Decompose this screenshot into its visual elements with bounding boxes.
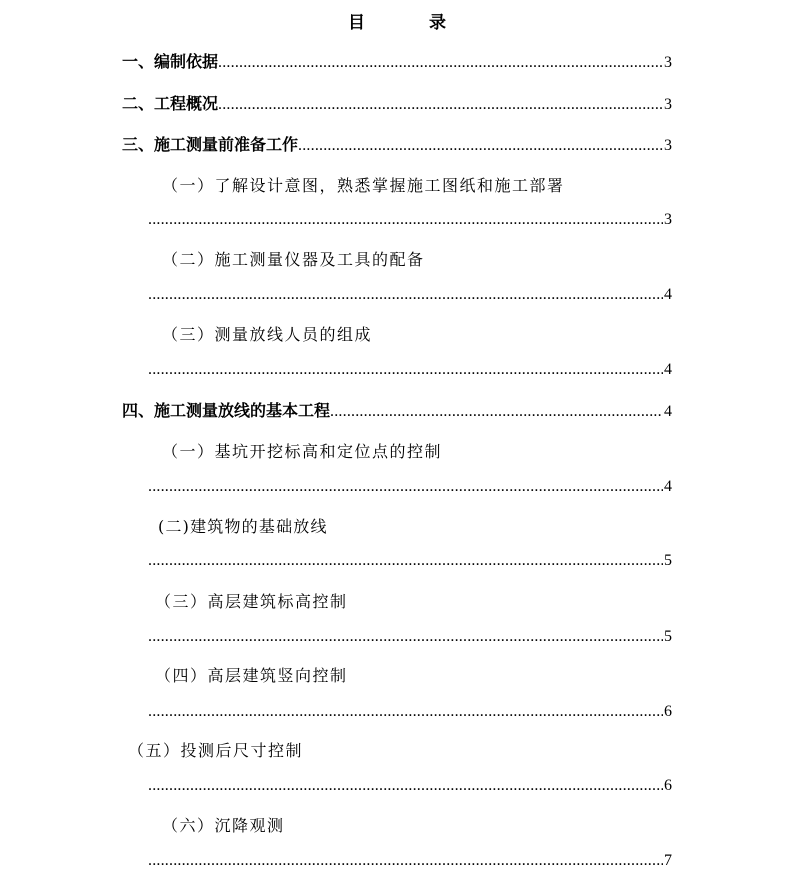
toc-entry-4[interactable] bbox=[122, 401, 672, 421]
toc-entry-3-3-label[interactable]: （三）测量放线人员的组成 bbox=[162, 325, 373, 344]
toc-entry-4-4-label[interactable]: （四）高层建筑竖向控制 bbox=[155, 666, 348, 685]
toc-entry-label: 四、施工测量放线的基本工程 bbox=[122, 401, 331, 420]
toc-entry-4-3-leader-line[interactable] bbox=[148, 627, 672, 647]
toc-entry-3[interactable] bbox=[122, 135, 672, 155]
toc-entry-4-1-leader-line[interactable] bbox=[148, 477, 672, 497]
dot-leader bbox=[148, 776, 663, 796]
toc-entry-label: 一、编制依据 bbox=[122, 52, 219, 71]
toc-entry-1[interactable] bbox=[122, 52, 672, 72]
toc-page-number: 7 bbox=[664, 852, 672, 869]
toc-page-number: 3 bbox=[664, 96, 672, 113]
dot-leader bbox=[148, 551, 663, 571]
dot-leader bbox=[148, 285, 663, 305]
dot-leader bbox=[298, 136, 663, 156]
toc-page-number: 5 bbox=[664, 628, 672, 645]
toc-entry-4-3-label[interactable]: （三）高层建筑标高控制 bbox=[155, 592, 348, 611]
dot-leader bbox=[148, 627, 663, 647]
toc-page-number: 4 bbox=[664, 361, 672, 378]
toc-page-number: 3 bbox=[664, 211, 672, 228]
toc-page-number: 3 bbox=[664, 137, 672, 154]
toc-entry-3-1-leader-line[interactable] bbox=[148, 210, 672, 230]
dot-leader bbox=[330, 402, 663, 422]
toc-page-number: 6 bbox=[664, 777, 672, 794]
dot-leader bbox=[148, 702, 663, 722]
dot-leader bbox=[148, 477, 663, 497]
dot-leader bbox=[148, 360, 663, 380]
toc-title-char-2: 录 bbox=[429, 13, 446, 33]
toc-entry-label: 三、施工测量前准备工作 bbox=[122, 135, 299, 154]
toc-page-number: 6 bbox=[664, 703, 672, 720]
toc-page-number: 4 bbox=[664, 286, 672, 303]
toc-entry-3-1-label[interactable]: （一）了解设计意图，熟悉掌握施工图纸和施工部署 bbox=[162, 176, 565, 195]
toc-entry-2[interactable] bbox=[122, 94, 672, 114]
dot-leader bbox=[218, 53, 663, 73]
toc-page-number: 3 bbox=[664, 54, 672, 71]
toc-entry-4-6-label[interactable]: （六）沉降观测 bbox=[162, 816, 285, 835]
dot-leader bbox=[218, 95, 663, 115]
toc-entry-label: 二、工程概况 bbox=[122, 94, 219, 113]
toc-entry-3-2-label[interactable]: （二）施工测量仪器及工具的配备 bbox=[162, 250, 425, 269]
toc-entry-4-2-leader-line[interactable] bbox=[148, 551, 672, 571]
dot-leader bbox=[148, 851, 663, 871]
toc-page-number: 4 bbox=[664, 478, 672, 495]
toc-entry-4-5-leader-line[interactable] bbox=[148, 776, 672, 796]
toc-entry-4-5-label[interactable]: （五）投测后尺寸控制 bbox=[128, 741, 304, 760]
toc-title-char-1: 目 bbox=[348, 13, 365, 33]
toc-entry-3-3-leader-line[interactable] bbox=[148, 360, 672, 380]
toc-entry-4-2-label[interactable]: (二)建筑物的基础放线 bbox=[158, 517, 328, 536]
toc-entry-4-4-leader-line[interactable] bbox=[148, 702, 672, 722]
dot-leader bbox=[148, 210, 663, 230]
toc-page-number: 4 bbox=[664, 403, 672, 420]
toc-entry-3-2-leader-line[interactable] bbox=[148, 285, 672, 305]
toc-entry-4-1-label[interactable]: （一）基坑开挖标高和定位点的控制 bbox=[162, 442, 443, 461]
toc-title bbox=[0, 8, 794, 33]
toc-page-number: 5 bbox=[664, 552, 672, 569]
toc-entry-4-6-leader-line[interactable] bbox=[148, 851, 672, 871]
